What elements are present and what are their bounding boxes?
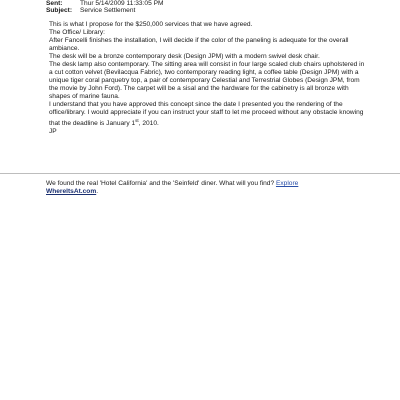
body-paragraph-approval: [49, 101, 367, 128]
footer-divider: [0, 173, 400, 174]
body-paragraph-installation: After Fancelli finishes the installation, I will decide if the color of the paneling is adequate for the overall ambiance.: [49, 37, 349, 52]
sent-label: Sent:: [46, 0, 63, 7]
sent-value: Thur 5/14/2009 11:33:05 PM: [80, 0, 164, 7]
subject-value: Service Settlement: [80, 7, 136, 14]
ordinal-suffix: st: [135, 118, 139, 123]
body-paragraph-desk: The desk will be a bronze contemporary desk (Design JPM) with a modern swivel desk chair.: [49, 53, 320, 60]
explore-link[interactable]: Explore: [275, 180, 299, 187]
approval-text-end: , 2010.: [138, 120, 159, 128]
body-paragraph-sitting-area: The desk lamp also contemporary. The sitting area will consist in four large scaled club chairs upholstered in a cut cotton velvet (Bevilacqua Fabric), two contemporary reading light, a coffee table (Design JPM) with a unique tiger coral parquetry top, a pair of contemporary Celestial and Terrestrial Globes (Design JPM, from the movie by John Ford). The carpet will be a sisal and the hardware for the cabinetry is all bronze with shapes of marine fauna.: [49, 61, 365, 100]
body-paragraph-heading: The Office/ Library:: [49, 29, 105, 36]
footer-ad: [46, 180, 346, 196]
whereitsat-link[interactable]: WhereItsAt.com: [46, 188, 97, 195]
body-paragraph-intro: This is what I propose for the $250,000 services that we have agreed.: [49, 21, 253, 28]
footer-text: We found the real 'Hotel California' and the 'Seinfeld' diner. What will you find?: [46, 180, 276, 187]
signature: JP: [49, 128, 57, 136]
approval-text: I understand that you have approved this concept since the date I presented you the rendering of the office/library. I would appreciate if you can instruct your staff to let me proceed without any obstacle knowing that the deadline is January 1: [49, 101, 364, 128]
subject-row: [46, 7, 135, 15]
subject-label: Subject:: [46, 7, 73, 14]
email-body: [49, 21, 367, 136]
footer-period: .: [96, 188, 99, 195]
